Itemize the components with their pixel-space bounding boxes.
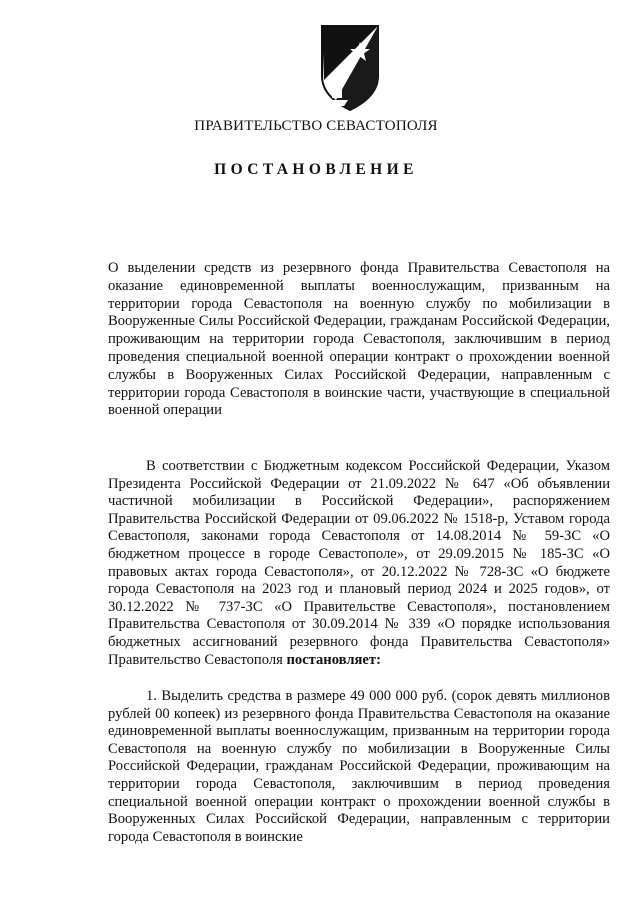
resolves-keyword: постановляет: (286, 651, 381, 668)
preamble-text: В соответствии с Бюджетным кодексом Российской Федерации, Указом Президента Российской Федерации от 21.09.2022 № 647 «Об объявлении частичной мобилизации в Российской Федерации», распоряжением Правительства Российской Федерации от 09.06.2022 № 1518-р, Уставом города Севастополя, законами города Севастополя от 14.08.2014 № 59-ЗС «О бюджетном процессе в городе Севастополе», от 29.09.2015 № 185-ЗС «О правовых актах города Севастополя», от 20.12.2022 № 728-ЗС «О бюджете города Севастополя на 2023 год и плановый период 2024 и 2025 годов», от 30.12.2022 № 737-ЗС «О Правительстве Севастополя», постановлением Правительства Севастополя от 30.09.2014 № 339 «О порядке использования бюджетных ассигнований резервного фонда Правительства Севастополя» Правительство Севастополя (108, 458, 610, 668)
document-type-title: ПОСТАНОВЛЕНИЕ (214, 161, 418, 178)
organization-name: ПРАВИТЕЛЬСТВО СЕВАСТОПОЛЯ (194, 118, 438, 134)
preamble-paragraph (108, 458, 610, 669)
item-1-paragraph: 1. Выделить средства в размере 49 000 000 руб. (сорок девять миллионов рублей 00 копеек) из резервного фонда Правительства Севастополя на оказание единовременной выплаты военнослужащим, призванным на территории города Севастополя на военную службу по мобилизации в Вооруженные Силы Российской Федерации, гражданам Российской Федерации, проживающим на территории города Севастополя, заключившим в период проведения специальной военной операции контракт о прохождении военной службы в Вооруженных Силах Российской Федерации, направленным с территории города Севастополя в воинские (108, 688, 610, 845)
sevastopol-coat-of-arms-icon (314, 20, 386, 112)
document-subject: О выделении средств из резервного фонда Правительства Севастополя на оказание единовременной выплаты военнослужащим, призванным на территории города Севастополя на военную службу по мобилизации в Вооруженные Силы Российской Федерации, гражданам Российской Федерации, проживающим на территории города Севастополя, заключившим в период проведения специальной военной операции контракт о прохождении военной службы в Вооруженных Силах Российской Федерации, направленным с территории города Севастополя в воинские части, участвующие в специальной военной операции (108, 260, 610, 419)
